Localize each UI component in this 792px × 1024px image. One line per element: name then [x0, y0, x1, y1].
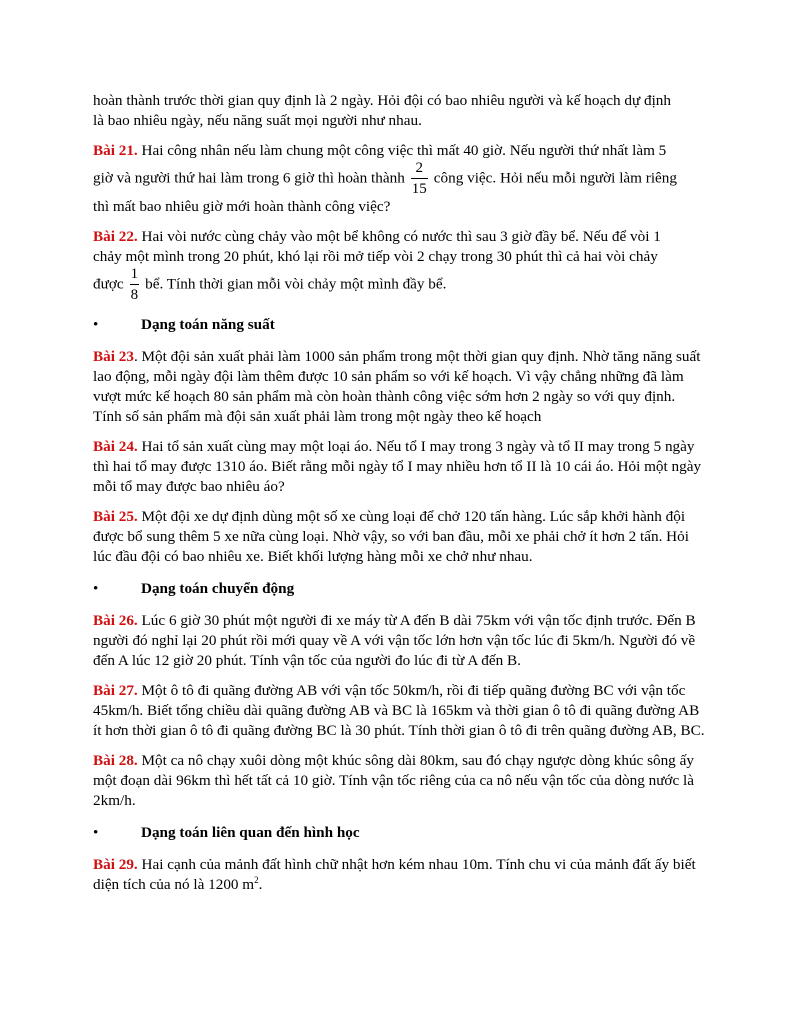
problem-22-label: Bài 22.	[93, 228, 138, 245]
problem-21-text-4: thì mất bao nhiêu giờ mới hoàn thành công việc?	[93, 198, 391, 215]
problem-26-text: Lúc 6 giờ 30 phút một người đi xe máy từ A đến B dài 75km với vận tốc định trước. Đến B người đó nghỉ lại 20 phút rồi mới quay về A với vận tốc lớn hơn vận tốc lúc đi 5km/h. Người đó về đến A lúc 12 giờ 20 phút. Tính vận tốc của người đo lúc đi từ A đến B.	[93, 612, 696, 669]
section-heading-text: Dạng toán chuyển động	[141, 580, 295, 597]
section-heading-motion	[93, 579, 705, 599]
problem-21	[93, 141, 705, 217]
section-heading-productivity	[93, 315, 705, 335]
problem-28	[93, 751, 705, 811]
bullet-icon: •	[93, 824, 99, 841]
problem-21-text-3: công việc. Hỏi nếu mỗi người làm riêng	[433, 169, 677, 187]
problem-27-text: Một ô tô đi quãng đường AB với vận tốc 50km/h, rồi đi tiếp quãng đường BC với vận tốc 45km/h. Biết tổng chiều dài quãng đường AB và BC là 165km và thời gian ô tô đi quãng đường AB ít hơn thời gian ô tô đi quãng đường BC là 30 phút. Tính thời gian ô tô đi trên quãng đường AB, BC.	[93, 682, 705, 739]
problem-26-label: Bài 26.	[93, 612, 138, 629]
fraction-numerator: 2	[411, 161, 428, 179]
problem-22-text-2: chảy một mình trong 20 phút, khó lại rồi mở tiếp vòi 2 chạy trong 30 phút thì cả hai vòi chảy	[93, 248, 658, 265]
problem-23-label: Bài 23	[93, 348, 134, 365]
problem-22	[93, 227, 705, 303]
problem-29-text: Hai cạnh của mảnh đất hình chữ nhật hơn kém nhau 10m. Tính chu vi của mảnh đất ấy biết diện tích của nó là 1200 m	[93, 856, 696, 893]
fraction-denominator: 8	[130, 287, 139, 303]
intro-line-1: hoàn thành trước thời gian quy định là 2 ngày. Hỏi đội có bao nhiêu người và kế hoạch dự định	[93, 92, 671, 109]
bullet-icon: •	[93, 580, 99, 597]
intro-paragraph	[93, 91, 705, 131]
problem-27	[93, 681, 705, 741]
problem-29-label: Bài 29.	[93, 856, 138, 873]
bullet-icon: •	[93, 316, 99, 333]
superscript: 2	[254, 874, 259, 885]
problem-21-text-2: giờ và người thứ hai làm trong 6 giờ thì hoàn thành	[93, 169, 405, 187]
fraction-2-15	[411, 161, 428, 197]
document-content	[93, 91, 705, 905]
intro-line-2: là bao nhiêu ngày, nếu năng suất mọi người như nhau.	[93, 112, 422, 129]
problem-21-label: Bài 21.	[93, 142, 138, 159]
problem-29-end: .	[258, 876, 263, 893]
problem-21-text-1: Hai công nhân nếu làm chung một công việc thì mất 40 giờ. Nếu người thứ nhất làm 5	[137, 142, 667, 159]
problem-22-text-1: Hai vòi nước cùng chảy vào một bể không có nước thì sau 3 giờ đầy bể. Nếu để vòi 1	[137, 228, 661, 245]
problem-24	[93, 437, 705, 497]
fraction-1-8	[130, 267, 140, 303]
problem-22-text-4: bể. Tính thời gian mỗi vòi chảy một mình đầy bể.	[145, 275, 447, 293]
fraction-numerator: 1	[130, 267, 140, 285]
problem-22-text-3: được	[93, 275, 124, 293]
fraction-denominator: 15	[411, 181, 427, 197]
problem-25-text: Một đội xe dự định dùng một số xe cùng loại để chở 120 tấn hàng. Lúc sắp khởi hành đội được bổ sung thêm 5 xe nữa cùng loại. Nhờ vậy, so với ban đầu, mỗi xe phải chở ít hơn 2 tấn. Hỏi lúc đầu đội có bao nhiêu xe. Biết khối lượng hàng mỗi xe chở như nhau.	[93, 508, 689, 565]
problem-23	[93, 347, 705, 427]
problem-24-text: Hai tổ sản xuất cùng may một loại áo. Nếu tổ I may trong 3 ngày và tổ II may trong 5 ngày thì hai tổ may được 1310 áo. Biết rằng mỗi ngày tổ I may nhiều hơn tổ II là 10 cái áo. Hỏi một ngày mỗi tổ may được bao nhiêu áo?	[93, 438, 702, 495]
problem-28-label: Bài 28.	[93, 752, 138, 769]
problem-24-label: Bài 24.	[93, 438, 138, 455]
problem-28-text: Một ca nô chạy xuôi dòng một khúc sông dài 80km, sau đó chạy ngược dòng khúc sông ấy một đoạn dài 96km thì hết tất cả 10 giờ. Tính vận tốc riêng của ca nô nếu vận tốc của dòng nước là 2km/h.	[93, 752, 694, 809]
problem-27-label: Bài 27.	[93, 682, 138, 699]
problem-26	[93, 611, 705, 671]
problem-29	[93, 855, 705, 895]
section-heading-text: Dạng toán liên quan đến hình học	[141, 824, 360, 841]
section-heading-text: Dạng toán năng suất	[141, 316, 275, 333]
section-heading-geometry	[93, 823, 705, 843]
problem-23-text: . Một đội sản xuất phải làm 1000 sản phẩm trong một thời gian quy định. Nhờ tăng năng suất lao động, mỗi ngày đội làm thêm được 10 sản phẩm so với kế hoạch. Vì vậy chẳng những đã làm vượt mức kế hoạch 80 sản phẩm mà còn hoàn thành công việc sớm hơn 2 ngày so với quy định. Tính số sản phẩm mà đội sản xuất phải làm trong một ngày theo kế hoạch	[93, 348, 701, 425]
problem-25	[93, 507, 705, 567]
problem-25-label: Bài 25.	[93, 508, 138, 525]
